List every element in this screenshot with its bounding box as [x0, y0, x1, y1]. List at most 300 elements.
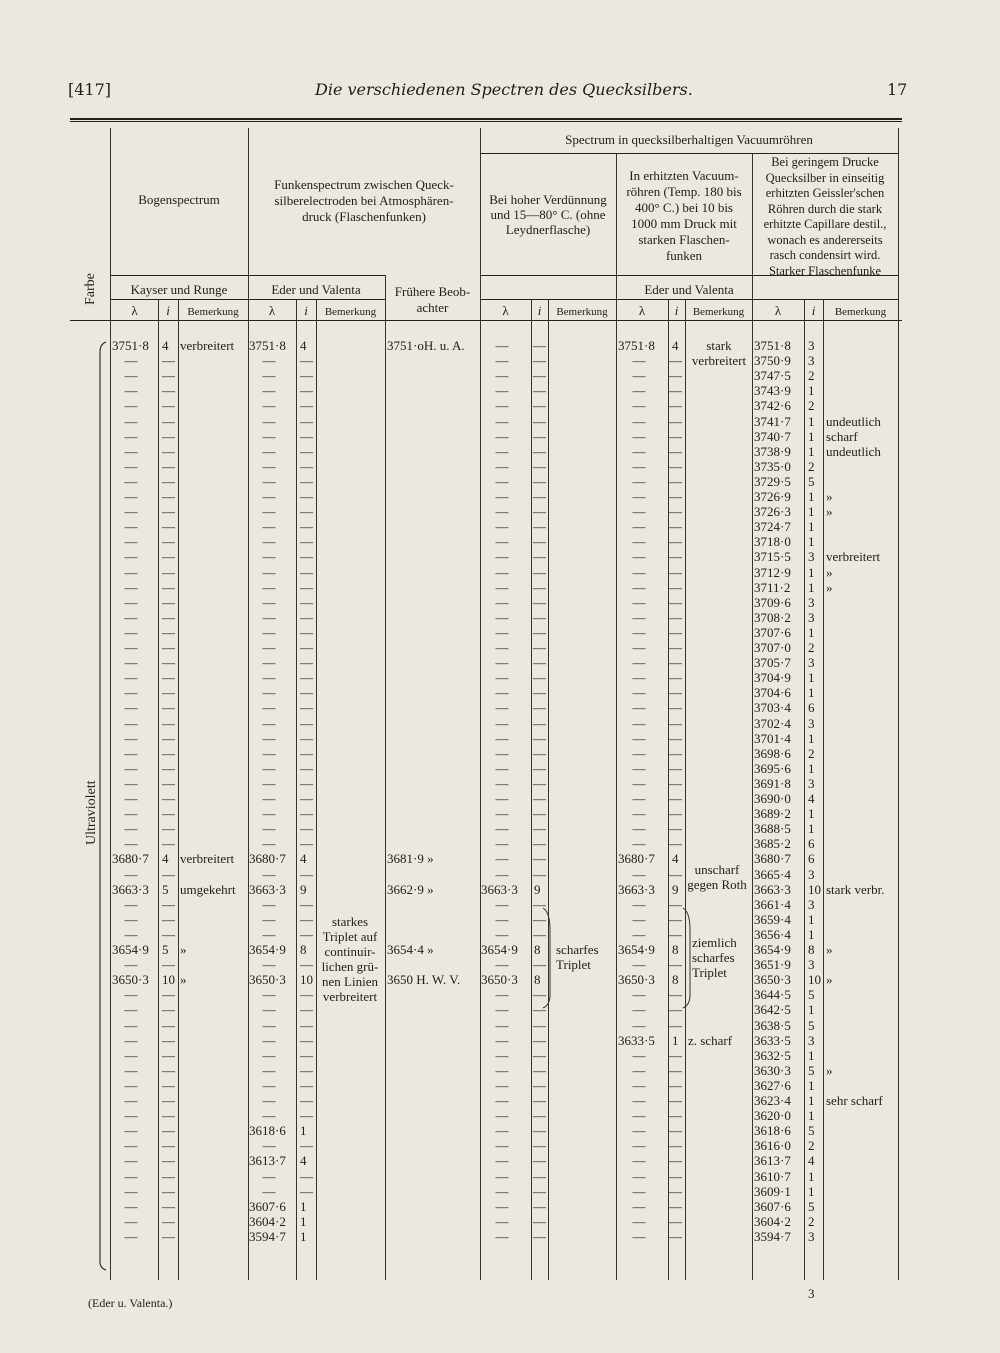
dash-e: —	[262, 896, 276, 912]
geringHdr-line: erhitzten Geissler'schen	[765, 186, 885, 200]
cell-gi: 1	[808, 1108, 815, 1124]
cell-g: 3656·4	[754, 926, 791, 942]
cell-gi: 1	[808, 624, 815, 640]
dash-r: —	[632, 368, 646, 384]
funkenHdr-line: silberelectroden bei Atmosphären-	[274, 193, 454, 208]
dash-hi: —	[533, 1183, 546, 1199]
cell-kb: verbreitert	[180, 338, 235, 353]
dash-hi: —	[533, 821, 546, 837]
dash-r: —	[632, 443, 646, 459]
cell-gi: 2	[808, 1138, 815, 1154]
cell-f: 3650 H. W. V.	[387, 972, 461, 988]
cell-g: 3604·2	[754, 1213, 791, 1229]
cell-gi: 2	[808, 1213, 815, 1229]
cell-g: 3654·9	[754, 942, 791, 957]
dash-h: —	[495, 1077, 509, 1093]
dash-hi: —	[533, 534, 546, 550]
dash-ri: —	[669, 911, 682, 927]
dash-ri: —	[669, 1017, 682, 1033]
dash-hi: —	[533, 443, 546, 459]
cell-g: 3718·0	[754, 534, 791, 550]
dash-k: —	[124, 489, 138, 504]
cell-gi: 5	[808, 987, 815, 1003]
dash-h: —	[495, 1138, 509, 1154]
dash-h: —	[495, 987, 509, 1003]
cell-ei: 1	[300, 1123, 307, 1139]
dash-hi: —	[533, 715, 546, 731]
dash-ki: —	[162, 911, 175, 927]
cell-gi: 4	[808, 1153, 815, 1169]
dash-r: —	[632, 730, 646, 746]
dash-h: —	[495, 549, 509, 565]
cell-gi: 1	[808, 1077, 815, 1093]
dash-ri: —	[669, 1077, 682, 1093]
kayser-header: Kayser und Runge	[130, 282, 228, 297]
dash-ei: —	[300, 1017, 313, 1033]
dash-e: —	[262, 655, 276, 671]
note-e_triplet: Triplet auf	[322, 929, 378, 944]
cell-r: 3680·7	[618, 851, 655, 867]
dash-hi: —	[533, 655, 546, 671]
dash-ei: —	[300, 1032, 313, 1048]
dash-r: —	[632, 534, 646, 550]
dash-ri: —	[669, 353, 682, 369]
dash-hi: —	[533, 670, 546, 686]
dash-ki: —	[162, 473, 175, 489]
dash-e: —	[262, 428, 276, 444]
farbe-header: Farbe	[83, 273, 98, 305]
dash-r: —	[632, 1017, 646, 1033]
dash-r: —	[632, 926, 646, 942]
cell-g: 3633·5	[754, 1032, 791, 1048]
dash-hi: —	[533, 1138, 546, 1154]
dash-e: —	[262, 1032, 276, 1048]
dash-e: —	[262, 987, 276, 1003]
dash-k: —	[124, 1213, 138, 1229]
dash-h: —	[495, 1228, 509, 1244]
cell-gi: 5	[808, 1017, 815, 1033]
note-r_unscharf: gegen Roth	[687, 877, 747, 892]
dash-ei: —	[300, 413, 313, 429]
dash-e: —	[262, 1017, 276, 1033]
cell-e: 3751·8	[249, 338, 286, 353]
dash-k: —	[124, 473, 138, 489]
cell-gi: 1	[808, 821, 815, 837]
dash-ki: —	[162, 1032, 175, 1048]
cell-g: 3688·5	[754, 821, 791, 837]
cell-e: 3594·7	[249, 1228, 286, 1244]
dash-e: —	[262, 383, 276, 399]
dash-ei: —	[300, 775, 313, 791]
dash-hi: —	[533, 1032, 546, 1048]
dash-k: —	[124, 836, 138, 852]
cell-gi: 3	[808, 338, 815, 353]
dash-e: —	[262, 670, 276, 686]
dash-e: —	[262, 866, 276, 882]
dash-ei: —	[300, 549, 313, 565]
cell-g: 3594·7	[754, 1228, 791, 1244]
dash-ei: —	[300, 368, 313, 384]
bemerkung-subheader: Bemerkung	[187, 306, 239, 318]
dash-e: —	[262, 926, 276, 942]
cell-g: 3743·9	[754, 383, 791, 399]
dash-ki: —	[162, 1228, 175, 1244]
dash-k: —	[124, 519, 138, 535]
dash-ei: —	[300, 836, 313, 852]
cell-g: 3695·6	[754, 760, 791, 776]
cell-ki: 4	[162, 338, 169, 353]
dash-k: —	[124, 745, 138, 761]
cell-g: 3630·3	[754, 1062, 791, 1078]
cell-gi: 2	[808, 458, 815, 474]
dash-hi: —	[533, 866, 546, 882]
dash-hi: —	[533, 685, 546, 701]
cell-gb: undeutlich	[826, 443, 881, 459]
cell-g: 3618·6	[754, 1123, 791, 1139]
signature-number: 3	[808, 1286, 815, 1301]
dash-h: —	[495, 398, 509, 414]
cell-gb: verbreitert	[826, 549, 881, 565]
dash-k: —	[124, 926, 138, 942]
dash-r: —	[632, 911, 646, 927]
dash-ei: —	[300, 519, 313, 535]
dash-ki: —	[162, 760, 175, 776]
dash-h: —	[495, 760, 509, 776]
dash-ki: —	[162, 1077, 175, 1093]
dash-k: —	[124, 353, 138, 369]
dash-r: —	[632, 413, 646, 429]
dash-hi: —	[533, 413, 546, 429]
cell-gi: 6	[808, 836, 815, 852]
cell-gi: 1	[808, 534, 815, 550]
dash-k: —	[124, 1123, 138, 1139]
cell-gb: »	[826, 942, 833, 957]
dash-ri: —	[669, 609, 682, 625]
page-marker: [417]	[68, 80, 112, 99]
cell-gi: 2	[808, 640, 815, 655]
dash-k: —	[124, 534, 138, 550]
cell-gi: 8	[808, 942, 815, 957]
dash-e: —	[262, 640, 276, 655]
dash-hi: —	[533, 504, 546, 520]
cell-g: 3704·6	[754, 685, 791, 701]
cell-g: 3650·3	[754, 972, 791, 988]
dash-ei: —	[300, 473, 313, 489]
dash-e: —	[262, 1108, 276, 1124]
dash-r: —	[632, 760, 646, 776]
dash-hi: —	[533, 458, 546, 474]
bemerkung-subheader: Bemerkung	[834, 306, 887, 318]
cell-e: 3680·7	[249, 851, 286, 867]
cell-gi: 3	[808, 594, 815, 610]
cell-gi: 3	[808, 1032, 815, 1048]
dash-r: —	[632, 700, 646, 716]
dash-ki: —	[162, 1168, 175, 1184]
dash-e: —	[262, 549, 276, 565]
cell-gi: 5	[808, 473, 815, 489]
dash-h: —	[495, 655, 509, 671]
cell-gi: 10	[808, 972, 821, 988]
dash-ri: —	[669, 1138, 682, 1154]
dash-h: —	[495, 926, 509, 942]
dash-ei: —	[300, 866, 313, 882]
dash-r: —	[632, 564, 646, 580]
dash-ei: —	[300, 1077, 313, 1093]
dash-ki: —	[162, 1047, 175, 1063]
dash-ri: —	[669, 836, 682, 852]
cell-h: 3650·3	[481, 972, 518, 988]
cell-g: 3726·9	[754, 489, 791, 504]
cell-g: 3709·6	[754, 594, 791, 610]
note-r_triplet: ziemlich	[692, 935, 737, 950]
cell-g: 3726·3	[754, 504, 791, 520]
dash-h: —	[495, 851, 509, 867]
cell-gi: 3	[808, 866, 815, 882]
cell-e: 3604·2	[249, 1213, 286, 1229]
dash-h: —	[495, 624, 509, 640]
dash-hi: —	[533, 987, 546, 1003]
dash-h: —	[495, 1183, 509, 1199]
dash-ki: —	[162, 594, 175, 610]
dash-h: —	[495, 458, 509, 474]
dash-hi: —	[533, 1002, 546, 1018]
geringHdr-line: rasch condensirt wird.	[769, 248, 881, 262]
dash-e: —	[262, 473, 276, 489]
cell-gi: 1	[808, 670, 815, 686]
dash-h: —	[495, 866, 509, 882]
dash-hi: —	[533, 851, 546, 867]
dash-ei: —	[300, 730, 313, 746]
cell-ri: 9	[672, 881, 679, 897]
dash-k: —	[124, 957, 138, 973]
cell-e: 3663·3	[249, 881, 286, 897]
dash-ei: —	[300, 670, 313, 686]
dash-r: —	[632, 549, 646, 565]
fruehHdr-line: Frühere Beob-	[394, 284, 471, 299]
dash-k: —	[124, 609, 138, 625]
dash-hi: —	[533, 896, 546, 912]
cell-g: 3610·7	[754, 1168, 791, 1184]
bemerkung-subheader: Bemerkung	[692, 306, 745, 318]
dash-r: —	[632, 640, 646, 655]
dash-r: —	[632, 1123, 646, 1139]
dash-e: —	[262, 1183, 276, 1199]
dash-hi: —	[533, 473, 546, 489]
cell-e: 3613·7	[249, 1153, 286, 1169]
cell-g: 3741·7	[754, 413, 791, 429]
dash-ei: —	[300, 655, 313, 671]
cell-kb: umgekehrt	[180, 881, 236, 897]
dash-e: —	[262, 413, 276, 429]
dash-k: —	[124, 896, 138, 912]
dash-hi: —	[533, 1168, 546, 1184]
erhitztHdr-line: funken	[665, 248, 703, 263]
dash-r: —	[632, 398, 646, 414]
cell-gb: »	[826, 504, 833, 520]
dash-r: —	[632, 670, 646, 686]
dash-e: —	[262, 775, 276, 791]
dash-h: —	[495, 504, 509, 520]
cell-gi: 10	[808, 881, 821, 897]
cell-g: 3613·7	[754, 1153, 791, 1169]
cell-g: 3705·7	[754, 655, 791, 671]
note-r_stark: verbreitert	[691, 353, 747, 368]
dash-e: —	[262, 1077, 276, 1093]
cell-g: 3708·2	[754, 609, 791, 625]
dash-ri: —	[669, 1093, 682, 1108]
dash-ki: —	[162, 413, 175, 429]
dash-ki: —	[162, 821, 175, 837]
dash-r: —	[632, 1168, 646, 1184]
dash-hi: —	[533, 791, 546, 806]
dash-ki: —	[162, 1153, 175, 1169]
dash-h: —	[495, 609, 509, 625]
cell-kb: verbreitert	[180, 851, 235, 867]
note-r_triplet: scharfes	[692, 950, 735, 965]
dash-ki: —	[162, 549, 175, 565]
dash-ei: —	[300, 1183, 313, 1199]
dash-e: —	[262, 353, 276, 369]
dash-k: —	[124, 383, 138, 399]
dash-k: —	[124, 1093, 138, 1108]
dash-ki: —	[162, 1108, 175, 1124]
dash-r: —	[632, 821, 646, 837]
cell-gi: 1	[808, 413, 815, 429]
dash-e: —	[262, 730, 276, 746]
dash-k: —	[124, 1108, 138, 1124]
dash-k: —	[124, 1062, 138, 1078]
dash-h: —	[495, 428, 509, 444]
cell-e: 3618·6	[249, 1123, 286, 1139]
dash-ki: —	[162, 1138, 175, 1154]
i-subheader: i	[674, 303, 679, 318]
cell-g: 3623·4	[754, 1093, 791, 1108]
dash-ei: —	[300, 791, 313, 806]
dash-ri: —	[669, 1183, 682, 1199]
dash-ki: —	[162, 1123, 175, 1139]
dash-k: —	[124, 866, 138, 882]
cell-g: 3691·8	[754, 775, 791, 791]
cell-gi: 6	[808, 851, 815, 867]
dash-e: —	[262, 715, 276, 731]
dash-hi: —	[533, 519, 546, 535]
dash-hi: —	[533, 640, 546, 655]
dash-r: —	[632, 489, 646, 504]
cell-ei: 9	[300, 881, 307, 897]
dash-k: —	[124, 640, 138, 655]
page-title: Die verschiedenen Spectren des Quecksilbers.	[315, 80, 693, 99]
i-subheader: i	[811, 303, 816, 318]
dash-ri: —	[669, 685, 682, 701]
dash-h: —	[495, 1123, 509, 1139]
dash-ri: —	[669, 1123, 682, 1139]
dash-ri: —	[669, 504, 682, 520]
cell-g: 3747·5	[754, 368, 791, 384]
cell-gb: sehr scharf	[826, 1093, 883, 1108]
hoheHdr-line: Leydnerflasche)	[505, 222, 591, 237]
dash-hi: —	[533, 383, 546, 399]
dash-h: —	[495, 473, 509, 489]
dash-ri: —	[669, 896, 682, 912]
dash-k: —	[124, 398, 138, 414]
dash-e: —	[262, 700, 276, 716]
dash-k: —	[124, 911, 138, 927]
dash-ri: —	[669, 489, 682, 504]
cell-gi: 1	[808, 564, 815, 580]
cell-gi: 3	[808, 775, 815, 791]
dash-ki: —	[162, 353, 175, 369]
dash-e: —	[262, 1168, 276, 1184]
dash-r: —	[632, 1093, 646, 1108]
dash-k: —	[124, 579, 138, 595]
dash-hi: —	[533, 1017, 546, 1033]
dash-k: —	[124, 504, 138, 520]
dash-h: —	[495, 1213, 509, 1229]
dash-h: —	[495, 1017, 509, 1033]
i-subheader: i	[166, 303, 170, 318]
lambda-subheader: λ	[774, 303, 782, 318]
cell-e: 3607·6	[249, 1198, 286, 1214]
dash-ki: —	[162, 670, 175, 686]
dash-ei: —	[300, 821, 313, 837]
dash-h: —	[495, 670, 509, 686]
dash-r: —	[632, 655, 646, 671]
dash-e: —	[262, 745, 276, 761]
dash-r: —	[632, 1198, 646, 1214]
dash-e: —	[262, 564, 276, 580]
dash-ki: —	[162, 368, 175, 384]
lambda-subheader: λ	[638, 303, 646, 318]
dash-ki: —	[162, 775, 175, 791]
dash-ei: —	[300, 624, 313, 640]
cell-k: 3680·7	[112, 851, 149, 867]
dash-ri: —	[669, 579, 682, 595]
cell-gi: 3	[808, 609, 815, 625]
cell-gi: 1	[808, 428, 815, 444]
dash-ki: —	[162, 791, 175, 806]
cell-gi: 3	[808, 715, 815, 731]
cell-ki: 5	[162, 942, 169, 957]
dash-ri: —	[669, 1198, 682, 1214]
dash-ei: —	[300, 443, 313, 459]
dash-r: —	[632, 473, 646, 489]
dash-e: —	[262, 579, 276, 595]
dash-ri: —	[669, 473, 682, 489]
dash-h: —	[495, 836, 509, 852]
dash-hi: —	[533, 730, 546, 746]
cell-f: 3681·9 »	[387, 851, 434, 867]
dash-hi: —	[533, 428, 546, 444]
uv-brace	[100, 342, 106, 1270]
dash-h: —	[495, 730, 509, 746]
hoheHdr-line: und 15—80° C. (ohne	[490, 207, 606, 222]
dash-h: —	[495, 1002, 509, 1018]
dash-k: —	[124, 821, 138, 837]
dash-ri: —	[669, 1168, 682, 1184]
cell-g: 3659·4	[754, 911, 791, 927]
cell-ki: 5	[162, 881, 169, 897]
dash-e: —	[262, 1002, 276, 1018]
cell-gb: »	[826, 972, 833, 988]
dash-ei: —	[300, 760, 313, 776]
dash-ki: —	[162, 987, 175, 1003]
cell-g: 3665·4	[754, 866, 791, 882]
dash-h: —	[495, 806, 509, 822]
dash-hi: —	[533, 775, 546, 791]
dash-e: —	[262, 443, 276, 459]
cell-gi: 3	[808, 353, 815, 369]
dash-hi: —	[533, 564, 546, 580]
